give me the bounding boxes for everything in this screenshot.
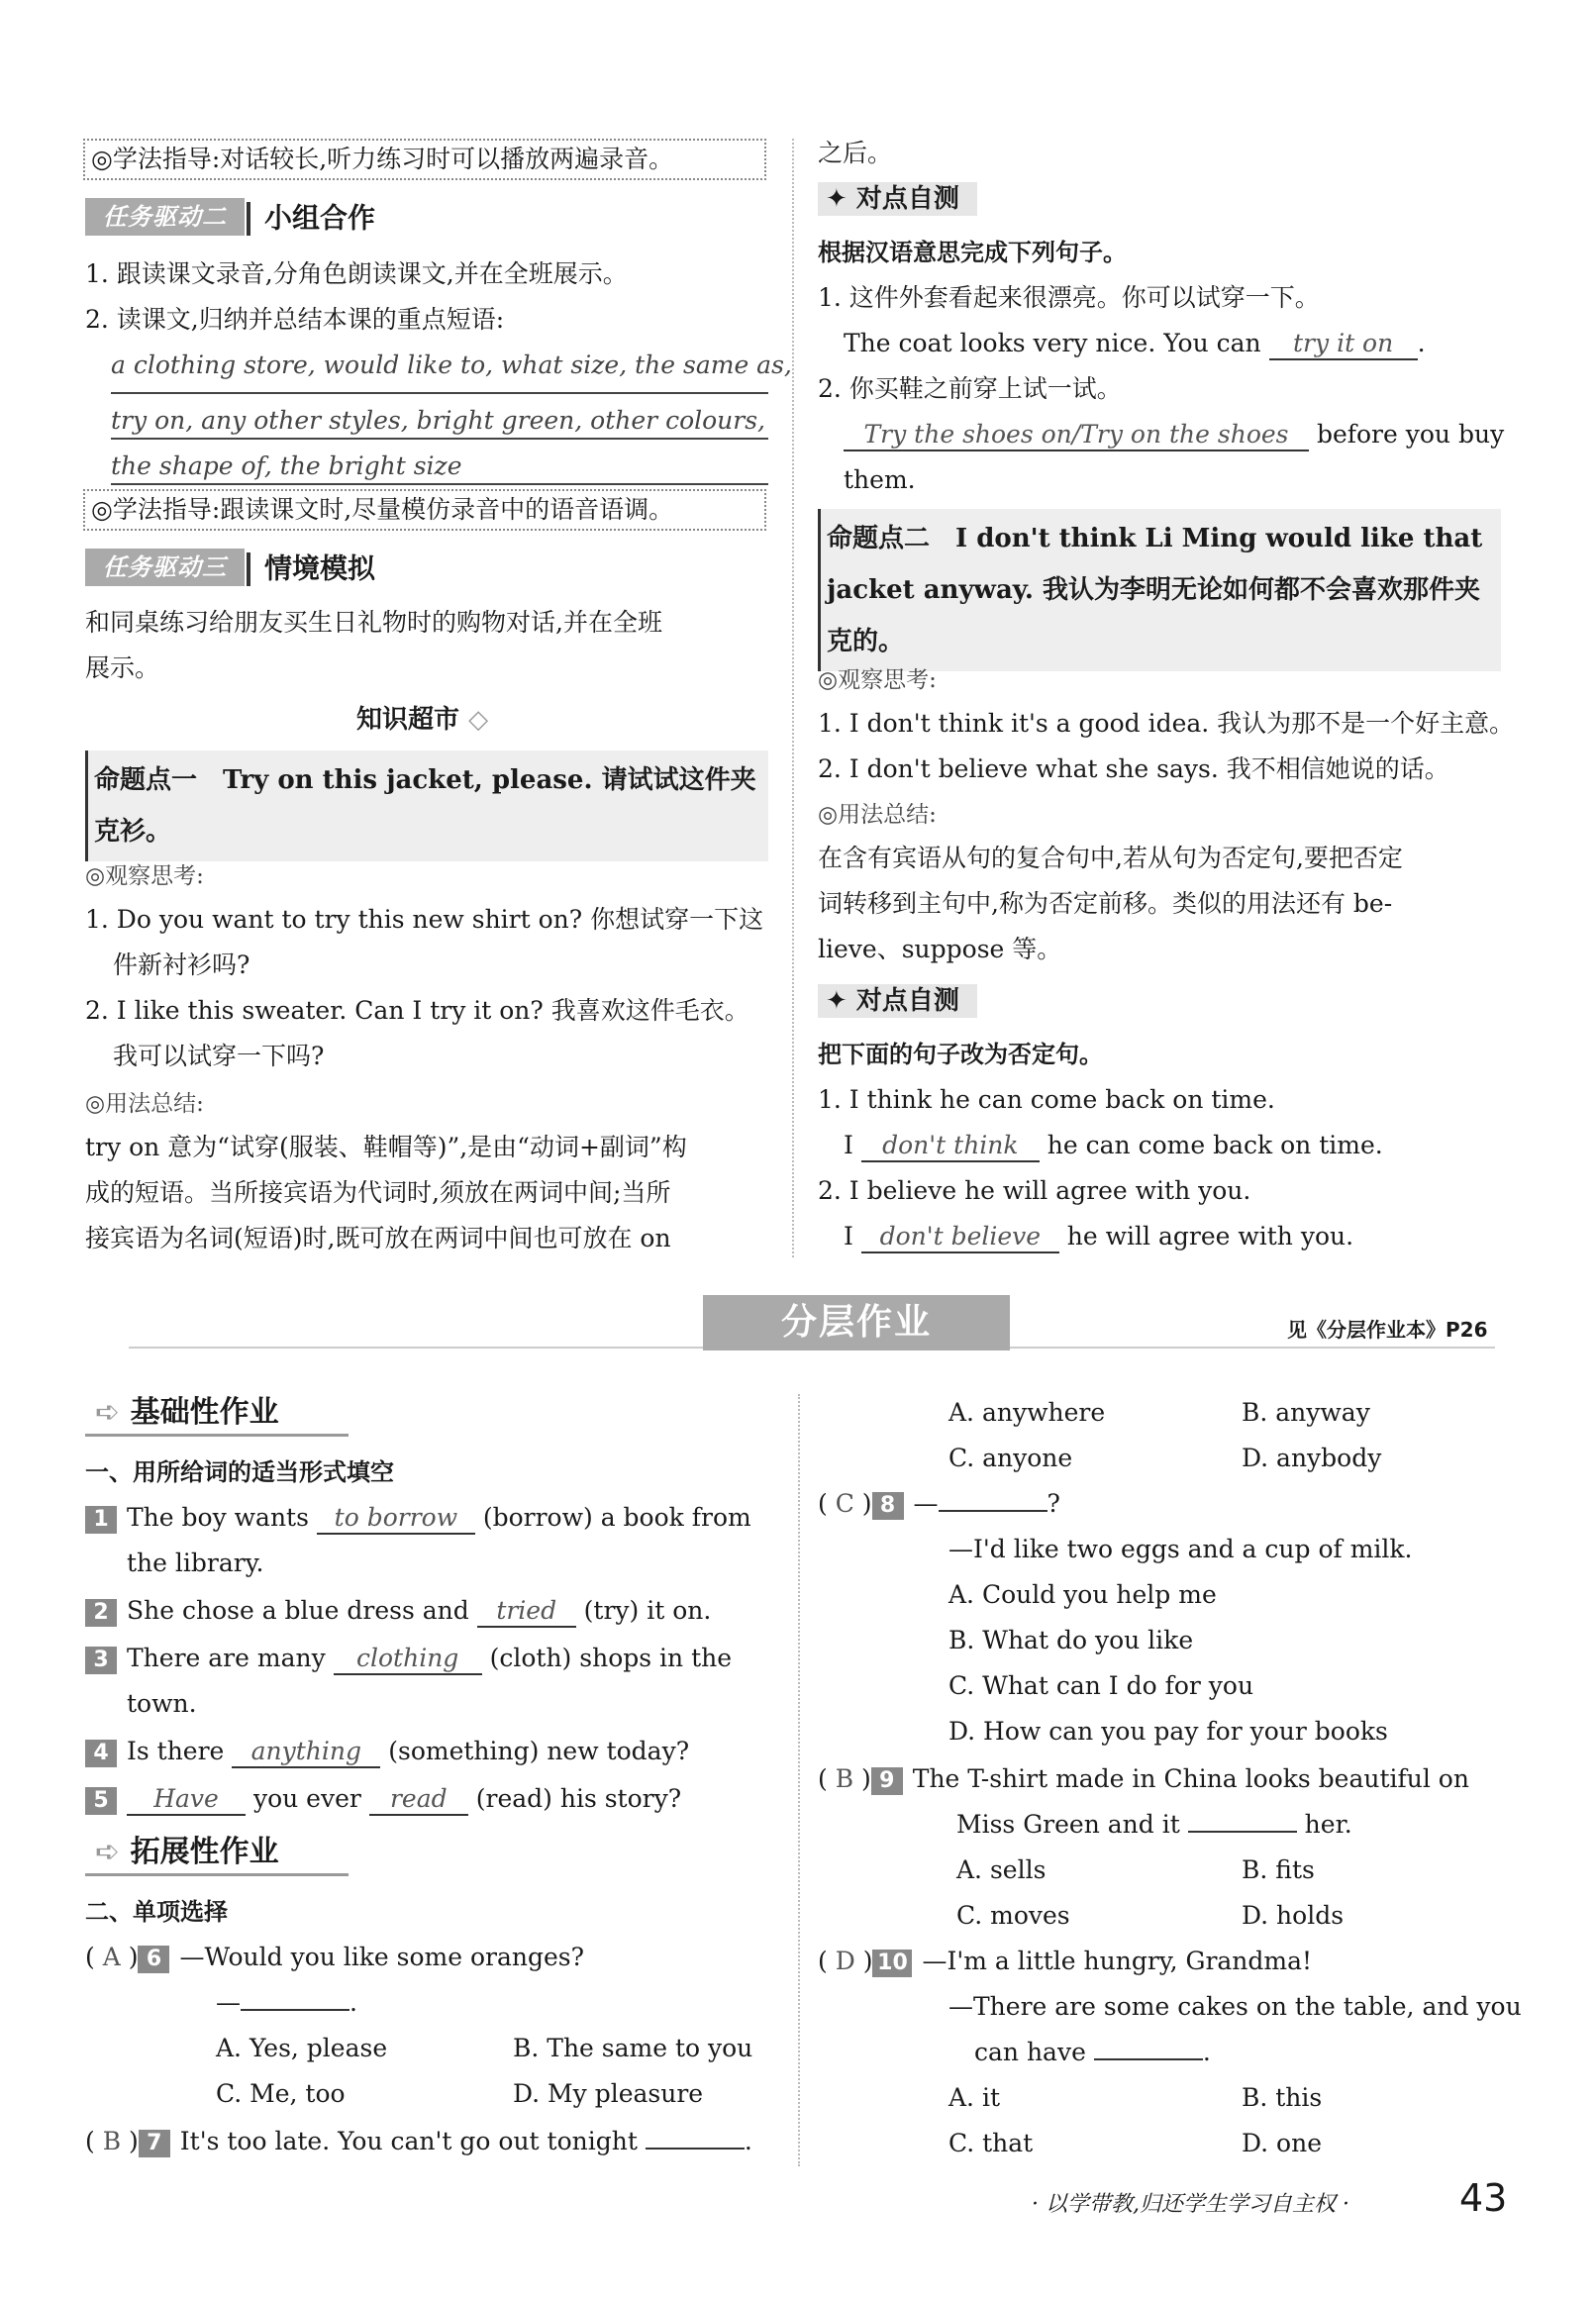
usage-text: try on 意为“试穿(服装、鞋帽等)”,是由“动词+副词”构 bbox=[85, 1133, 687, 1161]
task-item: 1. 跟读课文录音,分角色朗读课文,并在全班展示。 bbox=[85, 259, 628, 288]
option: A. anywhere bbox=[948, 1398, 1106, 1427]
choice-question-cont: Miss Green and it her. bbox=[956, 1810, 1352, 1839]
choice-question-cont: — . bbox=[216, 1988, 357, 2017]
task-text: 和同桌练习给朋友买生日礼物时的购物对话,并在全班 bbox=[85, 608, 662, 637]
answer: B bbox=[835, 1764, 854, 1793]
choice-question-8: ( C ) 8 — ? bbox=[818, 1489, 1060, 1518]
basic-homework-heading: ➪ 基础性作业 bbox=[85, 1398, 349, 1429]
observe-label: ◎观察思考: bbox=[85, 863, 204, 889]
example-line: 我可以试穿一下吗? bbox=[113, 1042, 325, 1070]
example-line: 1. Do you want to try this new shirt on? 你想试穿一下这 bbox=[85, 905, 764, 934]
option: A. it bbox=[948, 2083, 1000, 2112]
choice-question-6: ( A ) 6 —Would you like some oranges? bbox=[85, 1943, 585, 1971]
option: D. How can you pay for your books bbox=[948, 1717, 1388, 1746]
answer-blank: clothing bbox=[334, 1644, 482, 1675]
answer-blank: Have bbox=[127, 1784, 246, 1816]
usage-label: ◎用法总结: bbox=[818, 802, 937, 828]
task-tag: 任务驱动三 bbox=[85, 549, 245, 586]
option: D. one bbox=[1242, 2129, 1322, 2157]
option: D. anybody bbox=[1242, 1444, 1382, 1472]
task-title: 小组合作 bbox=[264, 201, 376, 235]
option: B. anyway bbox=[1242, 1398, 1370, 1427]
answer: D bbox=[835, 1947, 855, 1975]
diamond-icon: ✦ bbox=[826, 184, 856, 214]
question-number: 1 bbox=[85, 1506, 117, 1534]
usage-label: ◎用法总结: bbox=[85, 1091, 204, 1117]
question-answer-line: I don't believe he will agree with you. bbox=[844, 1222, 1353, 1253]
example-line: 2. I like this sweater. Can I try it on? 我喜欢这件毛衣。 bbox=[85, 996, 749, 1025]
part-2-heading: 二、单项选择 bbox=[85, 1898, 228, 1926]
option: C. Me, too bbox=[216, 2079, 346, 2108]
question-number: 8 bbox=[872, 1492, 904, 1520]
task-item: 2. 读课文,归纳并总结本课的重点短语: bbox=[85, 305, 505, 334]
option: D. holds bbox=[1242, 1901, 1345, 1930]
question: 1. I think he can come back on time. bbox=[818, 1085, 1275, 1114]
option: C. moves bbox=[956, 1901, 1070, 1930]
question-answer-line: Try the shoes on/Try on the shoes before you buy bbox=[844, 420, 1504, 451]
observe-label: ◎观察思考: bbox=[818, 667, 937, 693]
answer-blank: anything bbox=[232, 1737, 380, 1768]
fill-item: 1 The boy wants to borrow (borrow) a book from bbox=[85, 1503, 751, 1535]
answer: A bbox=[102, 1943, 121, 1971]
usage-text: lieve、suppose 等。 bbox=[818, 935, 1062, 963]
option: B. The same to you bbox=[513, 2034, 753, 2062]
self-check-2: ✦ 对点自测 bbox=[818, 986, 977, 1016]
instruction: 把下面的句子改为否定句。 bbox=[818, 1041, 1103, 1068]
page-number: 43 bbox=[1459, 2176, 1508, 2220]
answer: B bbox=[102, 2127, 122, 2155]
answer-blank: Try the shoes on/Try on the shoes bbox=[844, 420, 1309, 451]
question-number: 5 bbox=[85, 1787, 117, 1815]
task-3-header bbox=[85, 549, 375, 586]
knowledge-market-heading: 知识超市 ◇ bbox=[356, 705, 489, 735]
instruction: 根据汉语意思完成下列句子。 bbox=[818, 239, 1127, 266]
diamond-icon: ✦ bbox=[826, 986, 856, 1016]
choice-question-cont: —I'd like two eggs and a cup of milk. bbox=[948, 1535, 1413, 1563]
choice-question-7: ( B ) 7 It's too late. You can't go out tonight . bbox=[85, 2127, 752, 2155]
continued-text: 之后。 bbox=[818, 139, 893, 167]
question-answer-line: I don't think he can come back on time. bbox=[844, 1131, 1383, 1162]
option: D. My pleasure bbox=[513, 2079, 704, 2108]
question-number: 3 bbox=[85, 1647, 117, 1674]
question-answer-line: The coat looks very nice. You can try it on . bbox=[844, 329, 1426, 360]
question-number: 7 bbox=[139, 2130, 170, 2157]
choice-question-10: ( D ) 10 —I'm a little hungry, Grandma! bbox=[818, 1947, 1313, 1975]
example-line: 1. I don't think it's a good idea. 我认为那不是一个好主意。 bbox=[818, 709, 1515, 738]
question-number: 2 bbox=[85, 1599, 117, 1627]
question-number: 4 bbox=[85, 1740, 117, 1767]
task-tag: 任务驱动二 bbox=[85, 198, 245, 236]
study-tip-2: ◎学法指导:跟读课文时,尽量模仿录音中的语音语调。 bbox=[83, 489, 766, 531]
question: 2. I believe he will agree with you. bbox=[818, 1176, 1251, 1205]
answer-blank: try it on bbox=[1269, 329, 1418, 360]
option: A. Yes, please bbox=[216, 2034, 388, 2062]
question-number: 9 bbox=[871, 1767, 903, 1795]
answer-blank: don't believe bbox=[861, 1222, 1059, 1253]
self-check-1: ✦ 对点自测 bbox=[818, 184, 977, 214]
usage-text: 在含有宾语从句的复合句中,若从句为否定句,要把否定 bbox=[818, 844, 1403, 872]
question: 1. 这件外套看起来很漂亮。你可以试穿一下。 bbox=[818, 283, 1320, 312]
fill-item: 4 Is there anything (something) new today? bbox=[85, 1737, 689, 1768]
answer-blank: tried bbox=[477, 1596, 576, 1628]
usage-text: 接宾语为名词(短语)时,既可放在两词中间也可放在 on bbox=[85, 1224, 671, 1252]
question-number: 6 bbox=[138, 1946, 169, 1973]
option: C. anyone bbox=[948, 1444, 1073, 1472]
choice-question-cont: can have . bbox=[974, 2038, 1211, 2066]
point-1-title: 命题点一 Try on this jacket, please. 请试试这件夹克衫。 bbox=[85, 750, 768, 861]
example-line: 件新衬衫吗? bbox=[113, 950, 250, 979]
column-divider bbox=[798, 1394, 800, 2166]
point-2-title: 命题点二 I don't think Li Ming would like that jacket anyway. 我认为李明无论如何都不会喜欢那件夹克的。 bbox=[818, 509, 1501, 671]
answer-blank: read bbox=[369, 1784, 468, 1816]
fill-item: 3 There are many clothing (cloth) shops in the bbox=[85, 1644, 732, 1675]
workbook-reference: 见《分层作业本》P26 bbox=[1287, 1318, 1488, 1342]
fill-item: 5 Have you ever read (read) his story? bbox=[85, 1784, 681, 1816]
usage-text: 成的短语。当所接宾语为代词时,须放在两词中间;当所 bbox=[85, 1178, 671, 1207]
task-text: 展示。 bbox=[85, 653, 160, 682]
choice-question-cont: —There are some cakes on the table, and you bbox=[948, 1992, 1522, 2021]
study-tip-1: ◎学法指导:对话较长,听力练习时可以播放两遍录音。 bbox=[83, 139, 766, 180]
question: 2. 你买鞋之前穿上试一试。 bbox=[818, 374, 1122, 403]
option: A. sells bbox=[956, 1855, 1047, 1884]
footer-motto: · 以学带教,归还学生学习自主权 · bbox=[1032, 2192, 1349, 2217]
example-line: 2. I don't believe what she says. 我不相信她说的话。 bbox=[818, 754, 1449, 783]
option: C. that bbox=[948, 2129, 1034, 2157]
extended-homework-heading: ➪ 拓展性作业 bbox=[85, 1838, 349, 1868]
option: A. Could you help me bbox=[948, 1580, 1217, 1609]
part-1-heading: 一、用所给词的适当形式填空 bbox=[85, 1458, 394, 1486]
usage-text: 词转移到主句中,称为否定前移。类似的用法还有 be- bbox=[818, 889, 1393, 918]
fill-item-cont: the library. bbox=[127, 1549, 264, 1577]
layered-homework-banner: 分层作业 bbox=[703, 1295, 1010, 1351]
arrow-icon: ➪ bbox=[95, 1835, 131, 1869]
question-number: 10 bbox=[872, 1950, 912, 1977]
fill-item-cont: town. bbox=[127, 1689, 197, 1718]
option: B. this bbox=[1242, 2083, 1323, 2112]
arrow-icon: ➪ bbox=[95, 1395, 131, 1430]
option: C. What can I do for you bbox=[948, 1671, 1254, 1700]
diamond-icon: ◇ bbox=[468, 705, 489, 735]
option: B. fits bbox=[1242, 1855, 1315, 1884]
answer-blank: don't think bbox=[861, 1131, 1040, 1162]
answer: C bbox=[835, 1489, 854, 1518]
column-divider bbox=[792, 139, 794, 1257]
choice-question-9: ( B ) 9 The T-shirt made in China looks beautiful on bbox=[818, 1764, 1469, 1793]
answer-blank: to borrow bbox=[317, 1503, 475, 1535]
option: B. What do you like bbox=[948, 1626, 1194, 1654]
task-title: 情境模拟 bbox=[264, 551, 376, 585]
question-tail: them. bbox=[844, 465, 916, 494]
task-2-header bbox=[85, 198, 375, 236]
fill-item: 2 She chose a blue dress and tried (try) it on. bbox=[85, 1596, 711, 1628]
phrase-list: a clothing store, would like to, what size, the same as, try on, any other styles, bright green, other colours, the shape of, the bright size bbox=[111, 349, 768, 485]
